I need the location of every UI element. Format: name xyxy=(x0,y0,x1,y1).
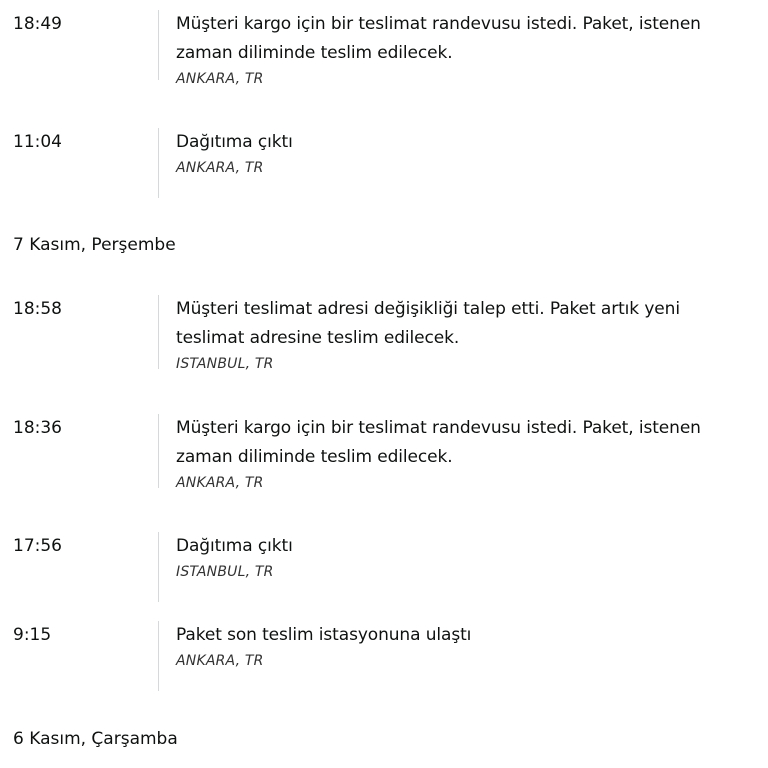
event-details xyxy=(176,414,736,494)
timeline-event xyxy=(0,295,768,385)
event-description: Müşteri kargo için bir teslimat randevusu istedi. Paket, istenen zaman diliminde teslim edilecek. xyxy=(176,14,701,63)
event-details xyxy=(176,10,736,90)
timeline-divider xyxy=(158,621,159,691)
event-details xyxy=(176,295,736,375)
event-location: ANKARA, TR xyxy=(176,160,264,176)
timeline-divider xyxy=(158,414,159,488)
date-header: 6 Kasım, Çarşamba xyxy=(13,729,178,749)
event-details xyxy=(176,128,736,179)
event-description: Müşteri teslimat adresi değişikliği talep etti. Paket artık yeni teslimat adresine teslim edilecek. xyxy=(176,299,680,348)
timeline-divider xyxy=(158,128,159,198)
event-location: ANKARA, TR xyxy=(176,475,264,491)
event-details xyxy=(176,621,736,672)
timeline-event xyxy=(0,128,768,200)
event-description: Dağıtıma çıktı xyxy=(176,536,293,556)
event-description: Paket son teslim istasyonuna ulaştı xyxy=(176,625,472,645)
timeline-event xyxy=(0,414,768,504)
event-location: ISTANBUL, TR xyxy=(176,356,274,372)
timeline-event xyxy=(0,10,768,100)
event-location: ISTANBUL, TR xyxy=(176,564,274,580)
event-time: 11:04 xyxy=(13,132,62,152)
event-location: ANKARA, TR xyxy=(176,71,264,87)
timeline-event xyxy=(0,532,768,604)
timeline-event xyxy=(0,621,768,693)
timeline-divider xyxy=(158,532,159,602)
event-time: 17:56 xyxy=(13,536,62,556)
event-description: Müşteri kargo için bir teslimat randevusu istedi. Paket, istenen zaman diliminde teslim edilecek. xyxy=(176,418,701,467)
date-header: 7 Kasım, Perşembe xyxy=(13,235,176,255)
event-description: Dağıtıma çıktı xyxy=(176,132,293,152)
timeline-divider xyxy=(158,295,159,369)
event-time: 18:58 xyxy=(13,299,62,319)
event-time: 18:36 xyxy=(13,418,62,438)
timeline-divider xyxy=(158,10,159,80)
event-details xyxy=(176,532,736,583)
event-time: 18:49 xyxy=(13,14,62,34)
event-location: ANKARA, TR xyxy=(176,653,264,669)
event-time: 9:15 xyxy=(13,625,52,645)
